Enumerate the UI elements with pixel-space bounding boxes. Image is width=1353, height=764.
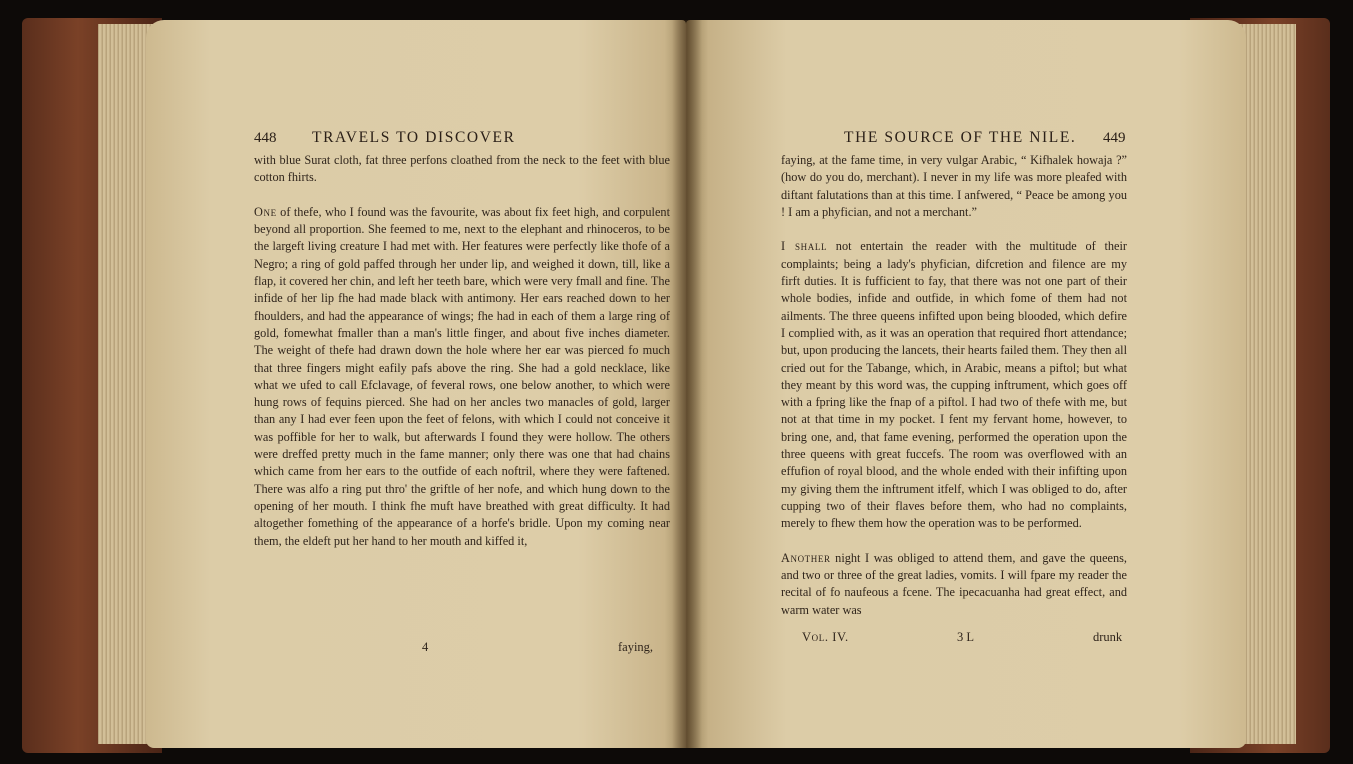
paragraph-lead: One xyxy=(254,204,277,219)
paragraph-text: of thefe, who I found was the favourite, was about fix feet high, and corpulent beyond all proportion. She feemed to me, next to the elephant and rhinoceros, to be the largeft living creature I had met with. Her features were perfectly like thofe of a Negro; a ring of gold paffed through her under lip, and weighed it down, till, like a flap, it covered her chin, and left her teeth bare, which were very fmall and fine. The infide of her lip fhe had made black with antimony. Her ears reached down to her fhoulders, and had the appearance of wings; fhe had in each of them a large ring of gold, fomewhat fmaller than a man's little finger, and about five inches diameter. The weight of thefe had drawn down the hole where her ear was pierced fo much that three fingers might eafily pafs above the ring. She had a gold necklace, like what we ufed to call Efclavage, of feveral rows, one below another, to which were hung rows of fequins pierced. She had on her ancles two manacles of gold, larger than any I had ever feen upon the feet of felons, with which I could not conceive it was poffible for her to walk, but afterwards I found they were hollow. The others were dreffed pretty much in the fame manner; only there was one that had chains which came from her ears to the outfide of each noftril, where they were faftened. There was alfo a ring put thro' the griftle of her nofe, and which hung down to the opening of her mouth. I think fhe muft have breathed with great difficulty. It had altogether fomething of the appearance of a horfe's bridle. Upon my coming near them, the eldeft put her hand to her mouth and kiffed it, xyxy=(254,204,670,548)
paragraph xyxy=(254,152,670,187)
running-head-left: TRAVELS TO DISCOVER xyxy=(312,129,516,146)
page-number-left: 448 xyxy=(254,130,277,146)
paragraph-text: faying, at the fame time, in very vulgar Arabic, “ Kifhalek howaja ?” (how do you do, merchant). I never in my life was more pleafed with diftant falutations than at this time. I anfwered, “ Peace be among you ! I am a phyfician, and not a merchant.” xyxy=(781,153,1127,219)
paragraph xyxy=(781,238,1127,532)
paragraph xyxy=(781,152,1127,221)
signature-mark-right: 3 L xyxy=(957,630,975,644)
paragraph xyxy=(254,204,670,550)
running-head-right: THE SOURCE OF THE NILE. xyxy=(844,129,1077,146)
catchword-left: faying, xyxy=(618,640,654,654)
page-number-right: 449 xyxy=(1103,130,1126,146)
paragraph-lead: Another xyxy=(781,550,831,565)
paragraph-text: not entertain the reader with the multitude of their complaints; being a lady's phyfician, difcretion and filence are my firft duties. It is fufficient to fay, that there was not one part of their whole bodies, infide and outfide, in which fome of them had not ailments. The three queens infifted upon being blooded, which defire I complied with, as it was an operation that required fhort attendance; but, upon producing the lancets, their hearts failed them. They then all cried out for the Tabange, which, in Arabic, means a piftol; but what they meant by this word was, the cupping inftrument, which goes off with a fpring like the fnap of a piftol. I had two of thefe with me, but not at that time in my pocket. I fent my fervant home, however, to bring one, and, that fame evening, performed the operation upon the three queens with great fuccefs. The room was overflowed with an effufion of royal blood, and the whole ended with their infifting upon my giving them the inftrument itfelf, which I was obliged to do, after cupping two of their flaves before them, who had no complaints, merely to fhew them how the operation was to be performed. xyxy=(781,239,1127,531)
paragraph-text: with blue Surat cloth, fat three perfons cloathed from the neck to the feet with blue cotton fhirts. xyxy=(254,153,670,185)
right-page-body xyxy=(781,152,1127,619)
volume-label: Vol. IV. xyxy=(802,630,849,644)
catchword-right: drunk xyxy=(1093,630,1123,644)
right-page-edges xyxy=(1238,24,1296,744)
signature-mark-left: 4 xyxy=(422,640,429,654)
left-page-body xyxy=(254,152,670,550)
book-gutter xyxy=(672,20,702,748)
paragraph-lead: I shall xyxy=(781,239,828,254)
paragraph-text: night I was obliged to attend them, and gave the queens, and two or three of the great ladies, vomits. I will fpare my reader the recital of fo naufeous a fcene. The ipecacuanha had great effect, and warm water was xyxy=(781,550,1127,617)
paragraph xyxy=(781,550,1127,619)
